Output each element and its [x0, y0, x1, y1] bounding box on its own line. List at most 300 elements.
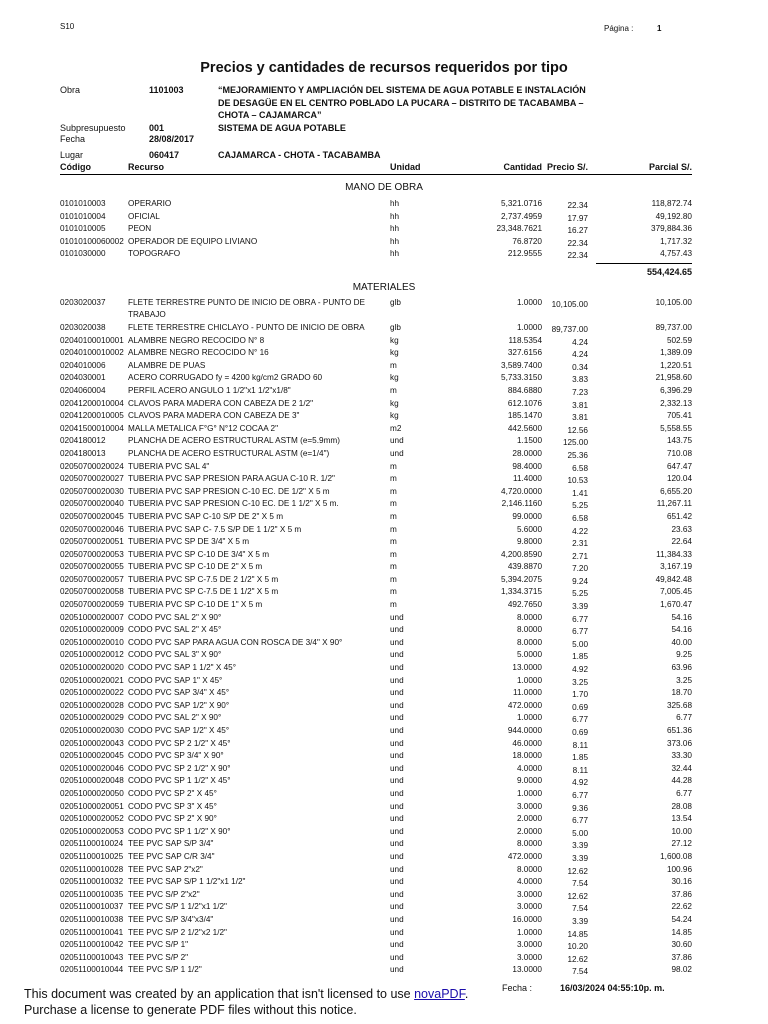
resource-total: 63.96 — [671, 663, 692, 673]
resource-unit: kg — [390, 373, 399, 383]
resource-price: 6.77 — [572, 614, 588, 624]
resource-quantity: 1.0000 — [516, 788, 542, 798]
table-row — [60, 826, 692, 839]
resource-price: 3.39 — [572, 602, 588, 612]
resource-code: 02051100010044 — [60, 965, 124, 975]
resource-code: 02051000020007 — [60, 612, 124, 622]
resource-code: 02050700020051 — [60, 537, 124, 547]
resource-price: 0.34 — [572, 362, 588, 372]
resource-price: 5.25 — [572, 589, 588, 599]
resource-price: 3.39 — [572, 916, 588, 926]
resource-total: 40.00 — [671, 637, 692, 647]
mano-de-obra-rows — [60, 198, 692, 261]
resource-price: 5.00 — [572, 828, 588, 838]
resource-code: 02050700020046 — [60, 524, 124, 534]
table-row — [60, 473, 692, 486]
table-row — [60, 813, 692, 826]
resource-code: 02040100010002 — [60, 348, 124, 358]
resource-name: ALAMBRE DE PUAS — [128, 360, 206, 370]
resource-name: TEE PVC S/P 2 1/2"x2 1/2" — [128, 927, 227, 937]
resource-quantity: 2,737.4959 — [501, 211, 542, 221]
resource-code: 02051000020010 — [60, 637, 124, 647]
resource-total: 22.64 — [671, 537, 692, 547]
resource-quantity: 1.0000 — [516, 323, 542, 332]
resource-unit: m — [390, 549, 397, 559]
resource-total: 21,958.60 — [655, 373, 692, 383]
resource-name: TUBERIA PVC SAP C- 7.5 S/P DE 1 1/2" X 5 m — [128, 524, 302, 534]
resource-code: 02051100010041 — [60, 927, 124, 937]
resource-total: 33.30 — [671, 751, 692, 761]
resource-unit: und — [390, 663, 404, 673]
resource-code: 02051000020012 — [60, 650, 124, 660]
resource-price: 3.39 — [572, 841, 588, 851]
table-row — [60, 712, 692, 725]
resource-unit: und — [390, 788, 404, 798]
resource-name: CODO PVC SP 3" X 45° — [128, 801, 217, 811]
resource-quantity: 76.8720 — [512, 236, 542, 246]
resource-code: 02051000020048 — [60, 776, 124, 786]
resource-unit: und — [390, 914, 404, 924]
resource-unit: kg — [390, 335, 399, 345]
resource-name: ALAMBRE NEGRO RECOCIDO N° 16 — [128, 348, 269, 358]
resource-unit: und — [390, 940, 404, 950]
resource-code: 02051000020050 — [60, 788, 124, 798]
resource-price: 1.41 — [572, 488, 588, 498]
resource-total: 54.24 — [671, 914, 692, 924]
resource-total: 23.63 — [671, 524, 692, 534]
resource-name: TUBERIA PVC SAP PRESION C-10 EC. DE 1 1/2" X 5 m. — [128, 499, 339, 509]
resource-total: 32.44 — [671, 763, 692, 773]
resource-code: 02051000020028 — [60, 700, 124, 710]
resource-quantity: 2,146.1160 — [501, 499, 542, 509]
subpresupuesto-label: Subpresupuesto — [60, 123, 126, 133]
resource-unit: kg — [390, 348, 399, 358]
resource-quantity: 4,200.8590 — [501, 549, 542, 559]
resource-unit: kg — [390, 411, 399, 421]
resource-unit: und — [390, 965, 404, 975]
resource-total: 118,872.74 — [651, 199, 692, 208]
resource-price: 17.97 — [567, 213, 588, 223]
resource-name: TUBERIA PVC SAP PRESION PARA AGUA C-10 R. 1/2" — [128, 474, 335, 484]
resource-quantity: 8.0000 — [516, 864, 542, 874]
resource-unit: und — [390, 952, 404, 962]
resource-price: 10,105.00 — [551, 300, 588, 309]
resource-name: TEE PVC SAP C/R 3/4" — [128, 851, 215, 861]
resource-code: 0101030000 — [60, 249, 106, 259]
table-row — [60, 763, 692, 776]
table-row — [60, 435, 692, 448]
resource-quantity: 185.1470 — [507, 411, 542, 421]
table-row — [60, 687, 692, 700]
resource-unit: m — [390, 461, 397, 471]
resource-total: 11,384.33 — [656, 549, 692, 559]
resource-total: 54.16 — [671, 625, 692, 635]
fecha-value: 28/08/2017 — [149, 134, 195, 144]
table-row — [60, 838, 692, 851]
resource-name: CODO PVC SAP 1/2" X 45° — [128, 726, 230, 735]
resource-unit: und — [390, 650, 404, 660]
resource-code: 02051100010028 — [60, 864, 124, 874]
resource-name: PLANCHA DE ACERO ESTRUCTURAL ASTM (e=1/4") — [128, 448, 330, 458]
resource-quantity: 1.0000 — [516, 713, 542, 723]
resource-code: 02051000020051 — [60, 801, 124, 811]
resource-price: 3.83 — [572, 375, 588, 385]
resource-price: 4.92 — [572, 665, 588, 675]
resource-quantity: 492.7650 — [507, 600, 542, 610]
resource-unit: und — [390, 637, 404, 647]
obra-label: Obra — [60, 85, 81, 95]
resource-total: 44.28 — [671, 776, 692, 786]
resource-quantity: 8.0000 — [516, 637, 542, 647]
resource-total: 502.59 — [666, 335, 692, 345]
resource-total: 27.12 — [671, 839, 692, 849]
resource-total: 2,332.13 — [660, 398, 692, 408]
resource-name: PEON — [128, 224, 152, 234]
table-row — [60, 248, 692, 261]
resource-price: 22.34 — [567, 251, 588, 261]
license-notice — [24, 986, 468, 1018]
resource-name: OPERADOR DE EQUIPO LIVIANO — [128, 236, 258, 246]
resource-total: 37.86 — [671, 952, 692, 962]
notice-text: This document was created by an application that isn't licensed to use — [24, 987, 415, 1001]
col-precio: Precio S/. — [546, 162, 588, 172]
resource-unit: und — [390, 839, 404, 849]
table-row — [60, 801, 692, 814]
resource-price: 4.92 — [572, 778, 588, 788]
resource-quantity: 5.6000 — [516, 524, 542, 534]
resource-name: PERFIL ACERO ANGULO 1 1/2"x1 1/2"x1/8" — [128, 385, 291, 395]
resource-price: 8.11 — [572, 765, 588, 775]
resource-unit: hh — [390, 236, 400, 246]
resource-unit: und — [390, 751, 404, 761]
table-row — [60, 385, 692, 398]
resource-name: CODO PVC SAL 3" X 90° — [128, 650, 222, 660]
resource-name: TEE PVC S/P 2"x2" — [128, 889, 200, 899]
resource-quantity: 3.0000 — [516, 902, 542, 912]
resource-total: 3.25 — [676, 675, 692, 685]
col-parcial: Parcial S/. — [648, 162, 692, 172]
resource-quantity: 612.1076 — [507, 398, 542, 408]
table-row — [60, 423, 692, 436]
resource-price: 7.23 — [572, 387, 588, 397]
resource-quantity: 5.0000 — [516, 650, 542, 660]
table-row — [60, 223, 692, 236]
resource-price: 7.54 — [572, 879, 588, 889]
footer-fecha-label: Fecha : — [502, 983, 533, 993]
resource-total: 143.75 — [666, 436, 692, 446]
resource-code: 02051000020021 — [60, 675, 124, 685]
resource-name: TEE PVC SAP 2"x2" — [128, 864, 203, 874]
resource-code: 02050700020027 — [60, 474, 124, 484]
table-row — [60, 939, 692, 952]
resource-total: 1,670.47 — [660, 600, 692, 610]
table-row — [60, 498, 692, 511]
resource-code: 02051100010042 — [60, 940, 124, 950]
table-row — [60, 549, 692, 562]
resource-name: CLAVOS PARA MADERA CON CABEZA DE 2 1/2" — [128, 398, 314, 408]
resource-unit: m — [390, 474, 397, 484]
table-row — [60, 889, 692, 902]
table-row — [60, 410, 692, 423]
subtotal-rule — [596, 263, 692, 264]
lugar-code: 060417 — [149, 150, 180, 160]
resource-quantity: 1.1500 — [516, 436, 542, 446]
resource-quantity: 11.4000 — [513, 474, 542, 484]
resource-price: 16.27 — [567, 226, 588, 236]
resource-name: TEE PVC SAP S/P 1 1/2"x1 1/2" — [128, 877, 246, 887]
table-row — [60, 586, 692, 599]
resource-name: TEE PVC S/P 3/4"x3/4" — [128, 914, 214, 924]
resource-total: 30.60 — [671, 940, 692, 950]
resource-code: 02051000020020 — [60, 663, 124, 673]
section-mano-de-obra-title: MANO DE OBRA — [345, 182, 423, 193]
table-row — [60, 198, 692, 211]
resource-unit: und — [390, 776, 404, 786]
resource-quantity: 1.0000 — [516, 927, 542, 937]
resource-code: 02051100010038 — [60, 914, 124, 924]
resource-price: 0.69 — [572, 728, 588, 737]
table-row — [60, 775, 692, 788]
obra-description: “MEJORAMIENTO Y AMPLIACIÓN DEL SISTEMA DE AGUA POTABLE E INSTALACIÓN DE DESAGÜE EN EL CENTRO POBLADO LA PUCARA – DISTRITO DE TACABAMBA – CHOTA – CAJAMARCA” — [218, 85, 586, 120]
resource-price: 4.22 — [572, 526, 588, 536]
resource-quantity: 8.0000 — [516, 612, 542, 622]
resource-quantity: 472.0000 — [507, 851, 542, 861]
resource-unit: und — [390, 902, 404, 912]
resource-name: CODO PVC SP 1 1/2" X 90° — [128, 826, 231, 836]
resource-unit: und — [390, 814, 404, 824]
table-row — [60, 574, 692, 587]
resource-code: 02050700020057 — [60, 574, 124, 584]
resource-price: 125.00 — [562, 438, 588, 448]
resource-code: 02050700020045 — [60, 511, 124, 521]
resource-total: 651.36 — [666, 726, 692, 735]
resource-unit: hh — [390, 249, 400, 259]
resource-total: 37.86 — [671, 889, 692, 899]
subpresupuesto-desc: SISTEMA DE AGUA POTABLE — [218, 123, 346, 133]
resource-name: TUBERIA PVC SAP C-10 S/P DE 2" X 5 m — [128, 511, 284, 521]
resource-unit: und — [390, 625, 404, 635]
resource-code: 02051000020029 — [60, 713, 124, 723]
resource-quantity: 3.0000 — [516, 889, 542, 899]
resource-price: 25.36 — [567, 450, 588, 460]
resource-name: CODO PVC SAP PARA AGUA CON ROSCA DE 3/4" X 90° — [128, 637, 343, 647]
resource-name: CODO PVC SAL 2" X 90° — [128, 612, 222, 622]
resource-total: 28.08 — [671, 801, 692, 811]
table-row — [60, 599, 692, 612]
resource-name: TOPOGRAFO — [128, 249, 181, 259]
resource-quantity: 3.0000 — [516, 952, 542, 962]
resource-quantity: 4.0000 — [516, 763, 542, 773]
resource-quantity: 3,589.7400 — [501, 360, 542, 370]
resource-price: 5.00 — [572, 639, 588, 649]
resource-unit: m — [390, 524, 397, 534]
table-row — [60, 461, 692, 474]
resource-name: CODO PVC SP 2" X 45° — [128, 788, 217, 798]
resource-quantity: 28.0000 — [512, 448, 542, 458]
resource-code: 0101010004 — [60, 211, 106, 221]
resource-unit: m — [390, 600, 397, 610]
resource-unit: und — [390, 889, 404, 899]
resource-unit: glb — [390, 298, 401, 307]
table-row — [60, 914, 692, 927]
resource-price: 10.53 — [567, 476, 588, 486]
resource-quantity: 46.0000 — [512, 738, 542, 748]
resource-quantity: 99.0000 — [512, 511, 542, 521]
resource-code: 02051100010024 — [60, 839, 124, 849]
resource-name: CODO PVC SP 2" X 90° — [128, 814, 217, 824]
resource-name: TUBERIA PVC SP DE 3/4" X 5 m — [128, 537, 250, 547]
resource-total: 1,600.08 — [660, 851, 692, 861]
table-row — [60, 700, 692, 713]
resource-code: 02051000020046 — [60, 763, 124, 773]
table-row — [60, 876, 692, 889]
resource-unit: m — [390, 511, 397, 521]
resource-quantity: 2.0000 — [516, 826, 542, 836]
resource-unit: und — [390, 851, 404, 861]
resource-code: 02051000020022 — [60, 688, 124, 698]
resource-total: 22.62 — [671, 902, 692, 912]
resource-unit: und — [390, 877, 404, 887]
resource-unit: hh — [390, 211, 400, 221]
resource-price: 12.56 — [567, 425, 588, 435]
resource-name: MALLA METALICA F°G° N°12 COCAA 2" — [128, 423, 278, 433]
resource-price: 89,737.00 — [551, 325, 588, 334]
resource-price: 7.20 — [572, 564, 588, 574]
resource-code: 02041500010004 — [60, 423, 124, 433]
resource-name: CODO PVC SP 1 1/2" X 45° — [128, 776, 231, 786]
resource-unit: m — [390, 537, 397, 547]
materiales-rows — [60, 297, 692, 977]
resource-quantity: 884.6880 — [507, 385, 542, 395]
resource-code: 02051100010025 — [60, 851, 124, 861]
resource-code: 01010100060002 — [60, 236, 124, 246]
resource-quantity: 212.9555 — [507, 249, 542, 259]
table-row — [60, 448, 692, 461]
resource-name: TEE PVC S/P 1" — [128, 940, 189, 950]
resource-total: 11,267.11 — [656, 499, 692, 509]
table-header — [60, 162, 692, 175]
resource-price: 7.54 — [572, 904, 588, 914]
resource-name: FLETE TERRESTRE PUNTO DE INICIO DE OBRA - PUNTO DE TRABAJO — [128, 298, 366, 319]
resource-total: 120.04 — [666, 474, 692, 484]
table-row — [60, 750, 692, 763]
resource-price: 7.54 — [572, 967, 588, 977]
resource-price: 0.69 — [572, 702, 588, 712]
resource-quantity: 944.0000 — [507, 726, 542, 735]
resource-quantity: 118.5354 — [508, 335, 542, 345]
resource-price: 1.85 — [572, 652, 588, 662]
resource-total: 6,396.29 — [660, 385, 692, 395]
page-label: Página : — [604, 24, 634, 33]
section-materiales-title: MATERIALES — [352, 282, 416, 293]
resource-unit: m2 — [390, 423, 402, 433]
resource-price: 3.81 — [572, 413, 588, 423]
resource-code: 02051100010032 — [60, 877, 124, 887]
table-row — [60, 322, 692, 335]
resource-name: CLAVOS PARA MADERA CON CABEZA DE 3" — [128, 411, 300, 421]
resource-code: 02051000020053 — [60, 826, 124, 836]
resource-quantity: 5,394.2075 — [501, 574, 542, 584]
table-row — [60, 347, 692, 360]
resource-price: 9.24 — [572, 576, 588, 586]
resource-code: 02051000020043 — [60, 738, 124, 748]
resource-quantity: 2.0000 — [516, 814, 542, 824]
resource-code: 02041200010005 — [60, 411, 124, 421]
resource-total: 1,389.09 — [660, 348, 692, 358]
resource-total: 49,192.80 — [655, 211, 692, 221]
resource-name: OPERARIO — [128, 199, 172, 208]
resource-quantity: 8.0000 — [516, 625, 542, 635]
resource-total: 710.08 — [666, 448, 692, 458]
resource-quantity: 9.0000 — [516, 776, 542, 786]
resource-total: 6,655.20 — [660, 486, 692, 496]
resource-name: CODO PVC SAP 1" X 45° — [128, 675, 223, 685]
resource-total: 5,558.55 — [660, 423, 692, 433]
table-row — [60, 851, 692, 864]
table-row — [60, 649, 692, 662]
lugar-desc: CAJAMARCA - CHOTA - TACABAMBA — [218, 150, 381, 160]
resource-name: CODO PVC SP 2 1/2" X 45° — [128, 738, 231, 748]
resource-name: TEE PVC S/P 1 1/2" — [128, 965, 202, 975]
resource-quantity: 16.0000 — [512, 914, 542, 924]
mano-de-obra-subtotal: 554,424.65 — [646, 267, 692, 277]
table-row — [60, 662, 692, 675]
resource-unit: und — [390, 436, 404, 446]
resource-total: 379,884.36 — [651, 224, 692, 234]
resource-total: 325.68 — [666, 700, 692, 710]
resource-name: CODO PVC SP 3/4" X 90° — [128, 751, 224, 761]
table-row — [60, 901, 692, 914]
resource-quantity: 4,720.0000 — [501, 486, 542, 496]
resource-quantity: 9.8000 — [516, 537, 542, 547]
resource-name: PLANCHA DE ACERO ESTRUCTURAL ASTM (e=5.9mm) — [128, 436, 340, 446]
table-row — [60, 952, 692, 965]
resource-name: OFICIAL — [128, 211, 160, 221]
resource-quantity: 472.0000 — [507, 700, 542, 710]
resource-code: 02051100010035 — [60, 889, 124, 899]
resource-price: 6.77 — [572, 715, 588, 725]
resource-name: FLETE TERRESTRE CHICLAYO - PUNTO DE INICIO DE OBRA — [128, 323, 365, 332]
resource-total: 7,005.45 — [660, 587, 692, 597]
table-row — [60, 524, 692, 537]
resource-total: 13.54 — [671, 814, 692, 824]
resource-price: 22.34 — [567, 201, 588, 210]
resource-price: 8.11 — [572, 740, 588, 750]
resource-name: CODO PVC SAP 1/2" X 90° — [128, 700, 230, 710]
resource-quantity: 1,334.3715 — [501, 587, 542, 597]
table-row — [60, 360, 692, 373]
resource-price: 12.62 — [567, 866, 588, 876]
resource-unit: und — [390, 726, 404, 735]
table-row — [60, 624, 692, 637]
resource-total: 30.16 — [671, 877, 692, 887]
resource-price: 2.31 — [572, 539, 588, 549]
resource-unit: und — [390, 713, 404, 723]
resource-unit: und — [390, 763, 404, 773]
resource-unit: m — [390, 574, 397, 584]
resource-name: TUBERIA PVC SAP PRESION C-10 EC. DE 1/2" X 5 m — [128, 486, 330, 496]
resource-code: 02050700020053 — [60, 549, 124, 559]
software-tag: S10 — [60, 22, 75, 31]
resource-code: 02050700020055 — [60, 562, 124, 572]
novapdf-link[interactable]: novaPDF — [414, 987, 465, 1001]
table-row — [60, 675, 692, 688]
resource-name: ALAMBRE NEGRO RECOCIDO N° 8 — [128, 335, 265, 345]
table-row — [60, 788, 692, 801]
resource-price: 12.62 — [567, 954, 588, 964]
resource-unit: und — [390, 738, 404, 748]
table-row — [60, 612, 692, 625]
